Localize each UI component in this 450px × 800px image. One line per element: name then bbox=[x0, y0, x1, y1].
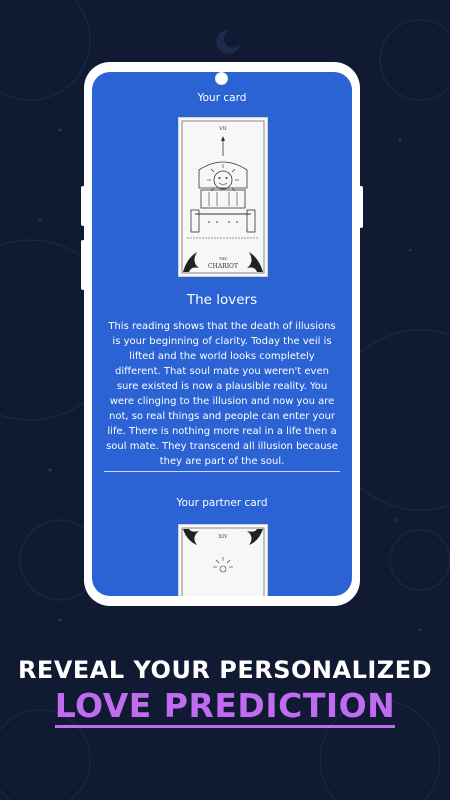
card-title: The lovers bbox=[186, 292, 258, 308]
tarot-card-partner[interactable] bbox=[178, 524, 268, 596]
card-numeral: VII bbox=[219, 126, 227, 132]
card-prefix: THE bbox=[219, 257, 227, 261]
headline-line-1: REVEAL YOUR PERSONALIZED bbox=[17, 656, 433, 684]
headline-line-2 bbox=[0, 686, 450, 725]
camera-icon bbox=[215, 72, 228, 85]
your-card-label: Your card bbox=[197, 92, 247, 104]
card-name: CHARIOT bbox=[208, 263, 238, 270]
partner-card-label: Your partner card bbox=[176, 497, 268, 509]
phone-screen bbox=[92, 72, 352, 596]
tarot-card-chariot[interactable] bbox=[178, 117, 268, 277]
chariot-illustration bbox=[179, 118, 267, 276]
divider bbox=[104, 471, 340, 472]
partner-card-numeral: XIV bbox=[218, 534, 228, 540]
partner-card-illustration bbox=[179, 525, 267, 596]
phone-mockup bbox=[84, 62, 360, 606]
reading-text: This reading shows that the death of illusions is your beginning of clarity. Today the veil is lifted and the world looks completely different. That soul mate you weren't even sure existed is now a plausible reality. You were clinging to the illusion and now you are not, so real things and people can enter your life. There is nothing more real in a life then a soul mate. They transcend all illusion because they are part of the soul. bbox=[106, 321, 338, 467]
headline-line-2-text: LOVE PREDICTION bbox=[55, 686, 396, 728]
